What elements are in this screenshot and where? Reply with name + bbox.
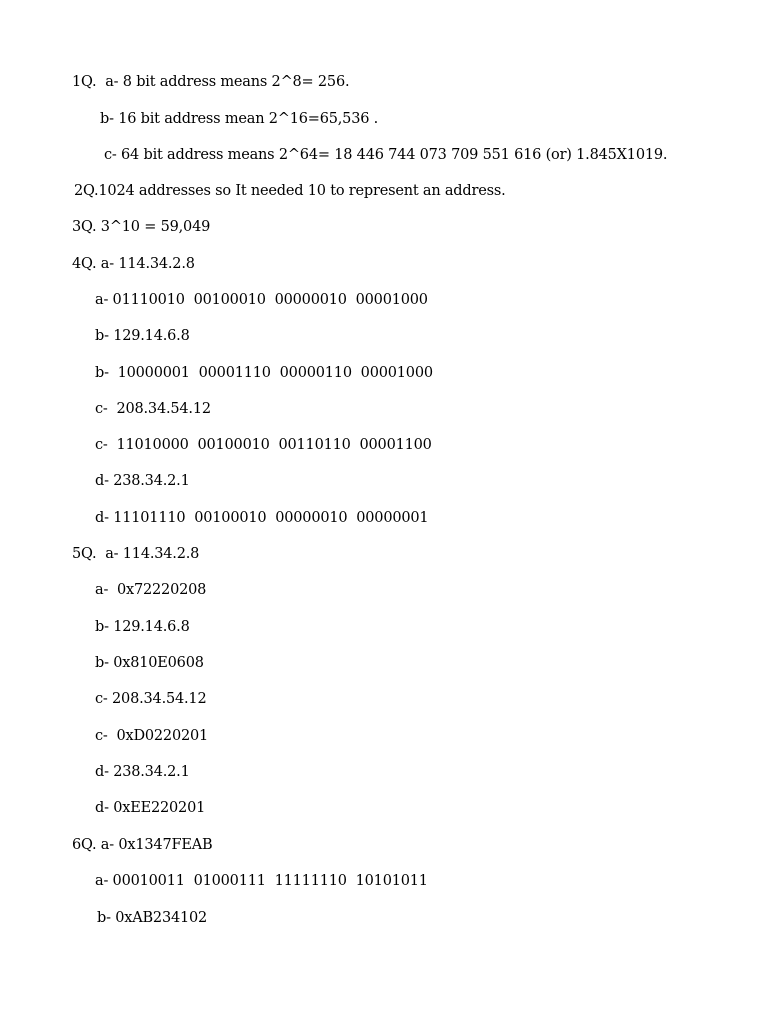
answer-4q-a-binary: a- 01110010 00100010 00000010 00001000 [95,292,428,308]
answer-4q-d: d- 238.34.2.1 [95,473,190,489]
answer-5q-d-hex: d- 0xEE220201 [95,800,206,816]
answer-5q-a-hex: a- 0x72220208 [95,582,207,598]
answer-5q-c: c- 208.34.54.12 [95,691,207,707]
answer-4q-a: 4Q. a- 114.34.2.8 [72,256,195,272]
answer-5q-c-hex: c- 0xD0220201 [95,728,209,744]
answer-3q: 3Q. 3^10 = 59,049 [72,219,211,235]
answer-6q-b: b- 0xAB234102 [97,910,208,926]
answer-4q-c: c- 208.34.54.12 [95,401,211,417]
answer-2q: 2Q.1024 addresses so It needed 10 to represent an address. [74,183,506,199]
answer-1q-a: 1Q. a- 8 bit address means 2^8= 256. [72,74,350,90]
answer-6q-a-binary: a- 00010011 01000111 11111110 10101011 [95,873,428,889]
answer-6q-a: 6Q. a- 0x1347FEAB [72,837,213,853]
answer-4q-d-binary: d- 11101110 00100010 00000010 00000001 [95,510,429,526]
answer-4q-b: b- 129.14.6.8 [95,328,190,344]
answer-5q-a: 5Q. a- 114.34.2.8 [72,546,200,562]
answer-4q-c-binary: c- 11010000 00100010 00110110 00001100 [95,437,432,453]
answer-4q-b-binary: b- 10000001 00001110 00000110 00001000 [95,365,433,381]
answer-5q-b-hex: b- 0x810E0608 [95,655,204,671]
answer-5q-d: d- 238.34.2.1 [95,764,190,780]
answer-1q-b: b- 16 bit address mean 2^16=65,536 . [100,111,379,127]
answer-1q-c: c- 64 bit address means 2^64= 18 446 744 073 709 551 616 (or) 1.845X1019. [104,147,668,163]
answer-5q-b: b- 129.14.6.8 [95,619,190,635]
